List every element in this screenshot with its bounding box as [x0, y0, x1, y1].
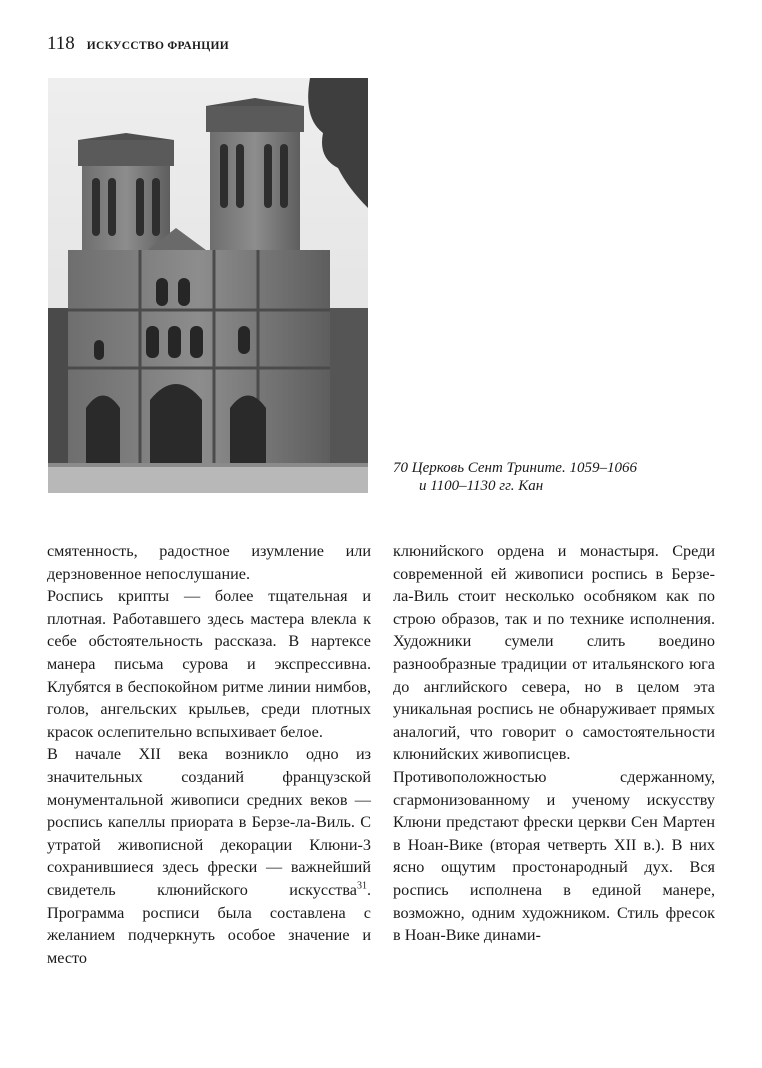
paragraph: Роспись крипты — более тщательная и плотная. Работавшего здесь мастера влекла к себе обстоятельность рассказа. В нартексе манера письма сурова и экспрессивна. Клубятся в беспокойном ритме линии нимбов, голов, ангельских крыльев, среди плотных красок ослепительно вспыхивает белое. — [47, 587, 371, 741]
church-photo — [48, 78, 368, 493]
text-column-left — [47, 540, 371, 969]
paragraph — [47, 743, 371, 969]
caption-line-1: 70 Церковь Сент Трините. 1059–1066 — [393, 460, 637, 476]
footnote-ref: 31 — [356, 880, 367, 892]
paragraph-text: . Программа росписи была составлена с желанием подчеркнуть особое значение и место — [47, 880, 371, 967]
paragraph: клюнийского ордена и монастыря. Среди современной ей живописи роспись в Берзе-ла-Виль стоит несколько особняком как по строю образов, так и по технике исполнения. Художники сумели слить воедино разнообразные традиции от итальянского юга до английского севера, но в целом эта уникальная роспись не обнаруживает прямых аналогий, что говорит о самостоятельности клюнийских живописцев. — [393, 542, 715, 764]
paragraph: Противоположностью сдержанному, сгармонизованному и ученому искусству Клюни предстают фрески церкви Сен Мартен в Ноан-Вике (вторая четверть XII в.). В них ясно ощутим простонародный дух. Вся роспись исполнена в единой манере, возможно, одним художником. Стиль фресок в Ноан-Вике динами- — [393, 767, 715, 945]
figure-caption — [393, 459, 723, 495]
paragraph: смятенность, радостное изумление или дерзновенное непослушание. — [47, 542, 371, 583]
running-title: ИСКУССТВО ФРАНЦИИ — [86, 40, 229, 52]
page-header — [47, 33, 229, 55]
page-number: 118 — [47, 33, 75, 54]
caption-line-2: и 1100–1130 гг. Кан — [419, 478, 544, 494]
text-column-right — [393, 540, 715, 947]
paragraph-text: В начале XII века возникло одно из значительных созданий французской монументальной живописи средних веков — роспись капеллы приората в Берзе-ла-Виль. С утратой живописной декорации Клюни-3 сохранившиеся здесь фрески — важнейший свидетель клюнийского искусства — [47, 745, 371, 899]
